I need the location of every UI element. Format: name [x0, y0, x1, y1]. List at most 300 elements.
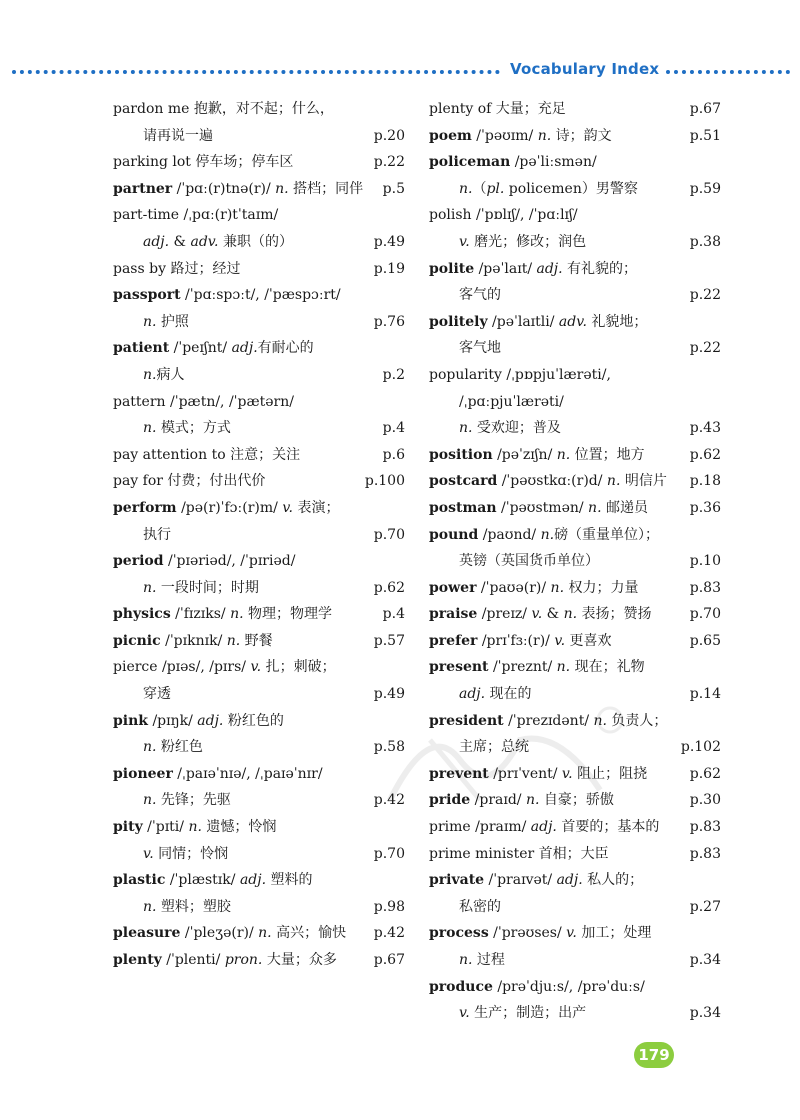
entry-text: [143, 229, 293, 256]
entry-run: /ˈplæstɪk/: [165, 872, 240, 889]
entry-run: /ˌpaɪəˈnɪə/, /ˌpaɪəˈnɪr/: [172, 765, 323, 782]
part-of-speech: n.: [275, 180, 289, 197]
entry-text: [429, 123, 612, 150]
entry-run: 英镑（英国货币单位）: [459, 553, 599, 570]
index-entry-line: [429, 282, 721, 309]
entry-run: &: [169, 233, 191, 250]
page-reference: p.83: [689, 579, 721, 596]
entry-text: [429, 761, 647, 788]
entry-run: prime minister 首相；大臣: [429, 845, 609, 862]
headword: partner: [113, 180, 173, 197]
entry-run: /ˈpreznt/: [488, 659, 557, 676]
index-entry-line: [429, 335, 721, 362]
entry-text: [113, 654, 336, 681]
entry-text: [113, 149, 293, 176]
headword: pity: [113, 819, 143, 836]
entry-run: 有礼貌的；: [562, 260, 638, 277]
entry-run: /ˈpɑː(r)tnə(r)/: [172, 180, 276, 197]
part-of-speech: n.: [143, 420, 157, 437]
entry-run: 高兴；愉快: [271, 925, 347, 942]
page-reference: p.58: [373, 739, 405, 756]
entry-run: 诗；韵文: [551, 127, 612, 144]
headword: process: [429, 925, 489, 942]
entry-text: [429, 708, 667, 735]
entry-text: [143, 894, 231, 921]
entry-text: [429, 309, 647, 336]
part-of-speech: n.: [588, 499, 602, 516]
entry-text: [429, 202, 578, 229]
entry-run: /preɪz/: [477, 606, 532, 623]
part-of-speech: v.: [561, 765, 573, 782]
index-entry-line: [113, 123, 405, 150]
index-entry-line: [429, 415, 721, 442]
entry-run: popularity /ˌpɒpjuˈlærəti/,: [429, 366, 611, 383]
index-entry-line: [113, 282, 405, 309]
entry-run: /ˈpəʊɪm/: [471, 127, 538, 144]
headword: perform: [113, 499, 177, 516]
entry-text: [459, 734, 529, 761]
part-of-speech: adj.: [197, 712, 224, 729]
entry-run: prime /praɪm/: [429, 819, 531, 836]
index-entry-line: [429, 442, 721, 469]
index-entry-line: [113, 654, 405, 681]
part-of-speech: n.: [226, 632, 241, 649]
entry-text: [113, 601, 332, 628]
entry-run: 穿透: [143, 686, 171, 703]
index-entry-line: [429, 681, 721, 708]
part-of-speech: adj.: [556, 872, 583, 889]
entry-text: [143, 787, 231, 814]
entry-text: [429, 256, 637, 283]
entry-text: [429, 495, 648, 522]
part-of-speech: n.: [540, 526, 555, 543]
vocabulary-column-right: [429, 96, 721, 1027]
index-entry-line: [113, 734, 405, 761]
entry-run: 物理；物理学: [243, 606, 333, 623]
entry-run: 遗憾；怜悯: [201, 819, 277, 836]
entry-text: [459, 282, 501, 309]
part-of-speech: n.: [188, 819, 202, 836]
entry-run: 表演；: [293, 499, 340, 516]
part-of-speech: n.: [556, 446, 571, 463]
part-of-speech: v.: [566, 925, 577, 942]
page-reference: p.20: [373, 127, 405, 144]
page-reference: p.4: [382, 420, 405, 437]
entry-run: 首要的；基本的: [556, 819, 660, 836]
entry-run: /ˈpraɪvət/: [484, 872, 557, 889]
entry-run: 加工；处理: [576, 925, 652, 942]
entry-text: [113, 495, 339, 522]
entry-text: [429, 654, 645, 681]
part-of-speech: n.: [258, 925, 272, 942]
entry-run: &: [542, 606, 564, 623]
entry-run: 更喜欢: [565, 632, 612, 649]
part-of-speech: n.: [143, 313, 157, 330]
index-entry-line: [429, 176, 721, 203]
headword: praise: [429, 606, 478, 623]
entry-text: [113, 389, 294, 416]
entry-text: [459, 389, 564, 416]
headword: plenty: [113, 952, 162, 968]
index-entry-line: [113, 894, 405, 921]
index-entry-line: [429, 202, 721, 229]
index-entry-line: [429, 734, 721, 761]
entry-run: 大量；众多: [262, 952, 337, 968]
index-entry-line: [113, 681, 405, 708]
part-of-speech: pron.: [224, 952, 263, 968]
entry-text: [429, 522, 659, 549]
entry-text: [429, 841, 609, 868]
entry-run: 模式；方式: [156, 420, 231, 437]
part-of-speech: adj.: [239, 872, 267, 889]
page-reference: p.49: [373, 233, 405, 250]
entry-run: /ˌpɑːpjuˈlærəti/: [459, 393, 564, 410]
index-entry-line: [429, 309, 721, 336]
page-reference: p.2: [382, 366, 405, 383]
entry-run: /prəˈdjuːs/, /prəˈduːs/: [492, 978, 645, 995]
entry-text: [429, 362, 611, 389]
part-of-speech: n.: [143, 366, 157, 383]
index-entry-line: [429, 867, 721, 894]
index-entry-line: [113, 415, 405, 442]
page-reference: p.83: [689, 819, 721, 836]
index-entry-line: [429, 974, 721, 1001]
index-entry-line: [113, 761, 405, 788]
page-reference: p.22: [689, 340, 721, 357]
index-entry-line: [113, 708, 405, 735]
headword: pride: [429, 792, 471, 809]
page-reference: p.70: [689, 606, 721, 623]
page-number-badge: 179: [634, 1042, 674, 1068]
index-entry-line: [429, 548, 721, 575]
entry-text: [143, 681, 171, 708]
part-of-speech: v.: [143, 845, 154, 862]
index-entry-line: [429, 575, 721, 602]
index-entry-line: [113, 442, 405, 469]
entry-text: [113, 867, 313, 894]
index-entry-line: [429, 522, 721, 549]
entry-text: [429, 920, 651, 947]
headword: plastic: [113, 872, 166, 889]
entry-run: 位置；地方: [570, 446, 645, 463]
entry-text: [429, 814, 659, 841]
entry-text: [429, 468, 667, 495]
entry-text: [459, 894, 501, 921]
entry-text: [143, 575, 259, 602]
part-of-speech: adj.: [231, 340, 258, 357]
page-reference: p.18: [689, 473, 721, 490]
index-entry-line: [429, 947, 721, 974]
entry-run: /ˈpaʊə(r)/: [476, 579, 551, 596]
entry-text: [143, 841, 228, 868]
entry-run: polish /ˈpɒlɪʃ/, /ˈpɑːlɪʃ/: [429, 207, 578, 224]
index-entry-line: [429, 229, 721, 256]
headword: picnic: [113, 632, 161, 649]
entry-run: 客气的: [459, 287, 501, 304]
entry-run: part-time /ˌpɑː(r)tˈtaɪm/: [113, 207, 279, 224]
headword: polite: [429, 260, 475, 277]
headword: postman: [429, 499, 497, 516]
headword: period: [113, 553, 164, 570]
entry-text: [459, 1000, 586, 1027]
entry-run: 明信片: [620, 473, 667, 490]
index-entry-line: [113, 522, 405, 549]
entry-run: /prɪˈvent/: [488, 765, 562, 782]
part-of-speech: n.: [593, 712, 607, 729]
index-entry-line: [429, 1000, 721, 1027]
entry-run: /prɪˈfɜː(r)/: [477, 632, 555, 649]
headword: prefer: [429, 632, 478, 649]
index-entry-line: [113, 867, 405, 894]
entry-text: [429, 628, 612, 655]
entry-run: pierce /pɪəs/, /pɪrs/: [113, 659, 251, 676]
page-reference: p.100: [364, 473, 405, 490]
part-of-speech: n.: [550, 579, 565, 596]
entry-run: /ˈpɪknɪk/: [160, 632, 227, 649]
index-entry-line: [113, 335, 405, 362]
index-entry-line: [113, 601, 405, 628]
index-entry-line: [429, 96, 721, 123]
entry-run: 表扬；赞扬: [577, 606, 652, 623]
index-entry-line: [113, 149, 405, 176]
entry-run: 磅（重量单位）；: [554, 526, 660, 543]
index-entry-line: [113, 256, 405, 283]
entry-run: /pəˈliːsmən/: [510, 154, 597, 171]
entry-text: [113, 96, 334, 123]
page-reference: p.4: [382, 606, 405, 623]
entry-text: [459, 335, 501, 362]
entry-run: 过程: [472, 952, 505, 968]
index-entry-line: [113, 309, 405, 336]
entry-text: [113, 628, 273, 655]
entry-run: /pəˈlaɪt/: [474, 260, 537, 277]
part-of-speech: n.: [143, 792, 157, 809]
headword: politely: [429, 313, 488, 330]
index-entry-line: [113, 229, 405, 256]
page-reference: p.67: [373, 952, 405, 968]
entry-run: 私密的: [459, 898, 501, 915]
entry-run: 一段时间；时期: [156, 579, 259, 596]
headword: patient: [113, 340, 170, 357]
entry-text: [429, 787, 614, 814]
index-entry-line: [113, 389, 405, 416]
part-of-speech: adv.: [190, 233, 219, 250]
headword: president: [429, 712, 504, 729]
entry-text: [429, 149, 597, 176]
entry-text: [113, 335, 314, 362]
index-entry-line: [429, 495, 721, 522]
entry-text: [143, 415, 231, 442]
page-reference: p.102: [680, 739, 721, 756]
part-of-speech: v.: [250, 659, 262, 676]
entry-text: [113, 947, 337, 974]
entry-run: 扎；刺破；: [261, 659, 336, 676]
entry-run: 邮递员: [601, 499, 648, 516]
page-reference: p.76: [373, 313, 405, 330]
entry-run: /ˈfɪzɪks/: [170, 606, 231, 623]
entry-text: [113, 920, 346, 947]
page-header: [0, 58, 800, 84]
entry-run: 兼职（的）: [218, 233, 293, 250]
index-entry-line: [113, 176, 405, 203]
part-of-speech: n.: [143, 579, 157, 596]
part-of-speech: v.: [459, 233, 470, 250]
entry-text: [113, 761, 323, 788]
entry-run: policemen）男警察: [504, 180, 638, 197]
entry-text: [143, 522, 171, 549]
entry-text: [143, 362, 184, 389]
index-entry-line: [429, 362, 721, 389]
entry-text: [429, 442, 645, 469]
entry-run: pardon me 抱歉，对不起；什么，: [113, 101, 334, 117]
entry-run: pass by 路过；经过: [113, 260, 241, 277]
index-entry-line: [429, 654, 721, 681]
page-reference: p.57: [373, 632, 405, 649]
index-entry-line: [429, 256, 721, 283]
entry-run: pay for 付费；付出代价: [113, 473, 266, 490]
entry-run: 生产；制造；出产: [469, 1005, 587, 1022]
part-of-speech: n.: [606, 473, 621, 490]
entry-run: 自豪；骄傲: [539, 792, 614, 809]
entry-run: 现在的: [485, 686, 532, 703]
part-of-speech: pl.: [486, 180, 505, 197]
entry-run: 执行: [143, 526, 171, 543]
entry-run: 粉红色的: [223, 712, 284, 729]
entry-text: [113, 814, 276, 841]
page-reference: p.42: [373, 925, 405, 942]
index-entry-line: [429, 920, 721, 947]
page-reference: p.22: [689, 287, 721, 304]
entry-text: [429, 974, 645, 1001]
index-entry-line: [113, 947, 405, 974]
page-reference: p.10: [689, 553, 721, 570]
entry-run: /pəˈlaɪtli/: [487, 313, 559, 330]
entry-text: [113, 256, 240, 283]
index-entry-line: [113, 495, 405, 522]
headword: passport: [113, 287, 181, 304]
headword: private: [429, 872, 485, 889]
part-of-speech: n.: [563, 606, 578, 623]
headword: produce: [429, 978, 493, 995]
entry-run: （: [472, 180, 487, 197]
index-entry-line: [429, 468, 721, 495]
index-entry-line: [113, 841, 405, 868]
entry-run: 同情；怜悯: [153, 845, 229, 862]
entry-run: plenty of 大量；充足: [429, 101, 566, 117]
part-of-speech: v.: [554, 632, 566, 649]
entry-run: /ˈpɑːspɔːt/, /ˈpæspɔːrt/: [180, 287, 341, 304]
part-of-speech: adj.: [530, 819, 557, 836]
page-reference: p.27: [689, 898, 721, 915]
entry-run: pattern /ˈpætn/, /ˈpætərn/: [113, 393, 294, 410]
page-reference: p.62: [373, 579, 405, 596]
part-of-speech: adj.: [459, 686, 486, 703]
page-reference: p.5: [382, 180, 405, 197]
entry-run: /ˈpeɪʃnt/: [169, 340, 232, 357]
entry-text: [459, 548, 599, 575]
entry-text: [459, 947, 505, 974]
index-entry-line: [429, 841, 721, 868]
headword: position: [429, 446, 493, 463]
page-reference: p.65: [689, 632, 721, 649]
index-entry-line: [429, 601, 721, 628]
headword: postcard: [429, 473, 498, 490]
entry-text: [113, 202, 278, 229]
entry-run: 粉红色: [156, 739, 203, 756]
index-entry-line: [113, 628, 405, 655]
entry-text: [113, 468, 265, 495]
entry-run: 塑料；塑胶: [156, 898, 231, 915]
headword: policeman: [429, 154, 511, 171]
entry-run: 礼貌地；: [586, 313, 648, 330]
page-reference: p.98: [373, 898, 405, 915]
entry-run: 客气地: [459, 340, 501, 357]
part-of-speech: v.: [282, 499, 294, 516]
page-reference: p.22: [373, 154, 405, 171]
entry-run: pay attention to 注意；关注: [113, 446, 301, 463]
page-reference: p.49: [373, 686, 405, 703]
index-entry-line: [113, 548, 405, 575]
section-title: Vocabulary Index: [510, 60, 660, 78]
headword: poem: [429, 127, 472, 144]
entry-text: [113, 548, 295, 575]
entry-text: [429, 575, 638, 602]
page-reference: p.70: [373, 526, 405, 543]
entry-run: 护照: [156, 313, 189, 330]
index-entry-line: [113, 362, 405, 389]
entry-run: /praɪd/: [470, 792, 526, 809]
headword: physics: [113, 606, 171, 623]
entry-run: 有耐心的: [257, 340, 314, 357]
entry-run: /ˈpɪti/: [142, 819, 189, 836]
part-of-speech: n.: [537, 127, 552, 144]
page-reference: p.30: [689, 792, 721, 809]
index-entry-line: [113, 787, 405, 814]
page-reference: p.42: [373, 792, 405, 809]
entry-run: /ˈprezɪdənt/: [503, 712, 594, 729]
entry-run: /ˈprəʊses/: [488, 925, 567, 942]
entry-text: [459, 176, 638, 203]
index-entry-line: [429, 894, 721, 921]
entry-run: 主席；总统: [459, 739, 529, 756]
entry-run: /pəˈzɪʃn/: [492, 446, 557, 463]
entry-text: [113, 442, 300, 469]
index-entry-line: [429, 814, 721, 841]
part-of-speech: n.: [556, 659, 571, 676]
headword: pleasure: [113, 925, 181, 942]
page-reference: p.6: [382, 446, 405, 463]
page-reference: p.38: [689, 233, 721, 250]
entry-text: [429, 601, 651, 628]
header-dot-rule-left: [12, 70, 500, 74]
entry-text: [143, 734, 203, 761]
page-reference: p.67: [689, 101, 721, 117]
part-of-speech: adj.: [143, 233, 170, 250]
page-reference: p.62: [689, 446, 721, 463]
entry-run: 野餐: [240, 632, 273, 649]
page-reference: p.62: [689, 765, 721, 782]
entry-run: 负责人；: [606, 712, 668, 729]
entry-run: 私人的；: [582, 872, 644, 889]
part-of-speech: v.: [459, 1005, 470, 1022]
page-reference: p.34: [689, 952, 721, 968]
index-entry-line: [429, 149, 721, 176]
header-dot-rule-right: [666, 70, 790, 74]
entry-text: [429, 867, 643, 894]
entry-run: 塑料的: [266, 872, 313, 889]
entry-text: [113, 176, 363, 203]
page-reference: p.19: [373, 260, 405, 277]
